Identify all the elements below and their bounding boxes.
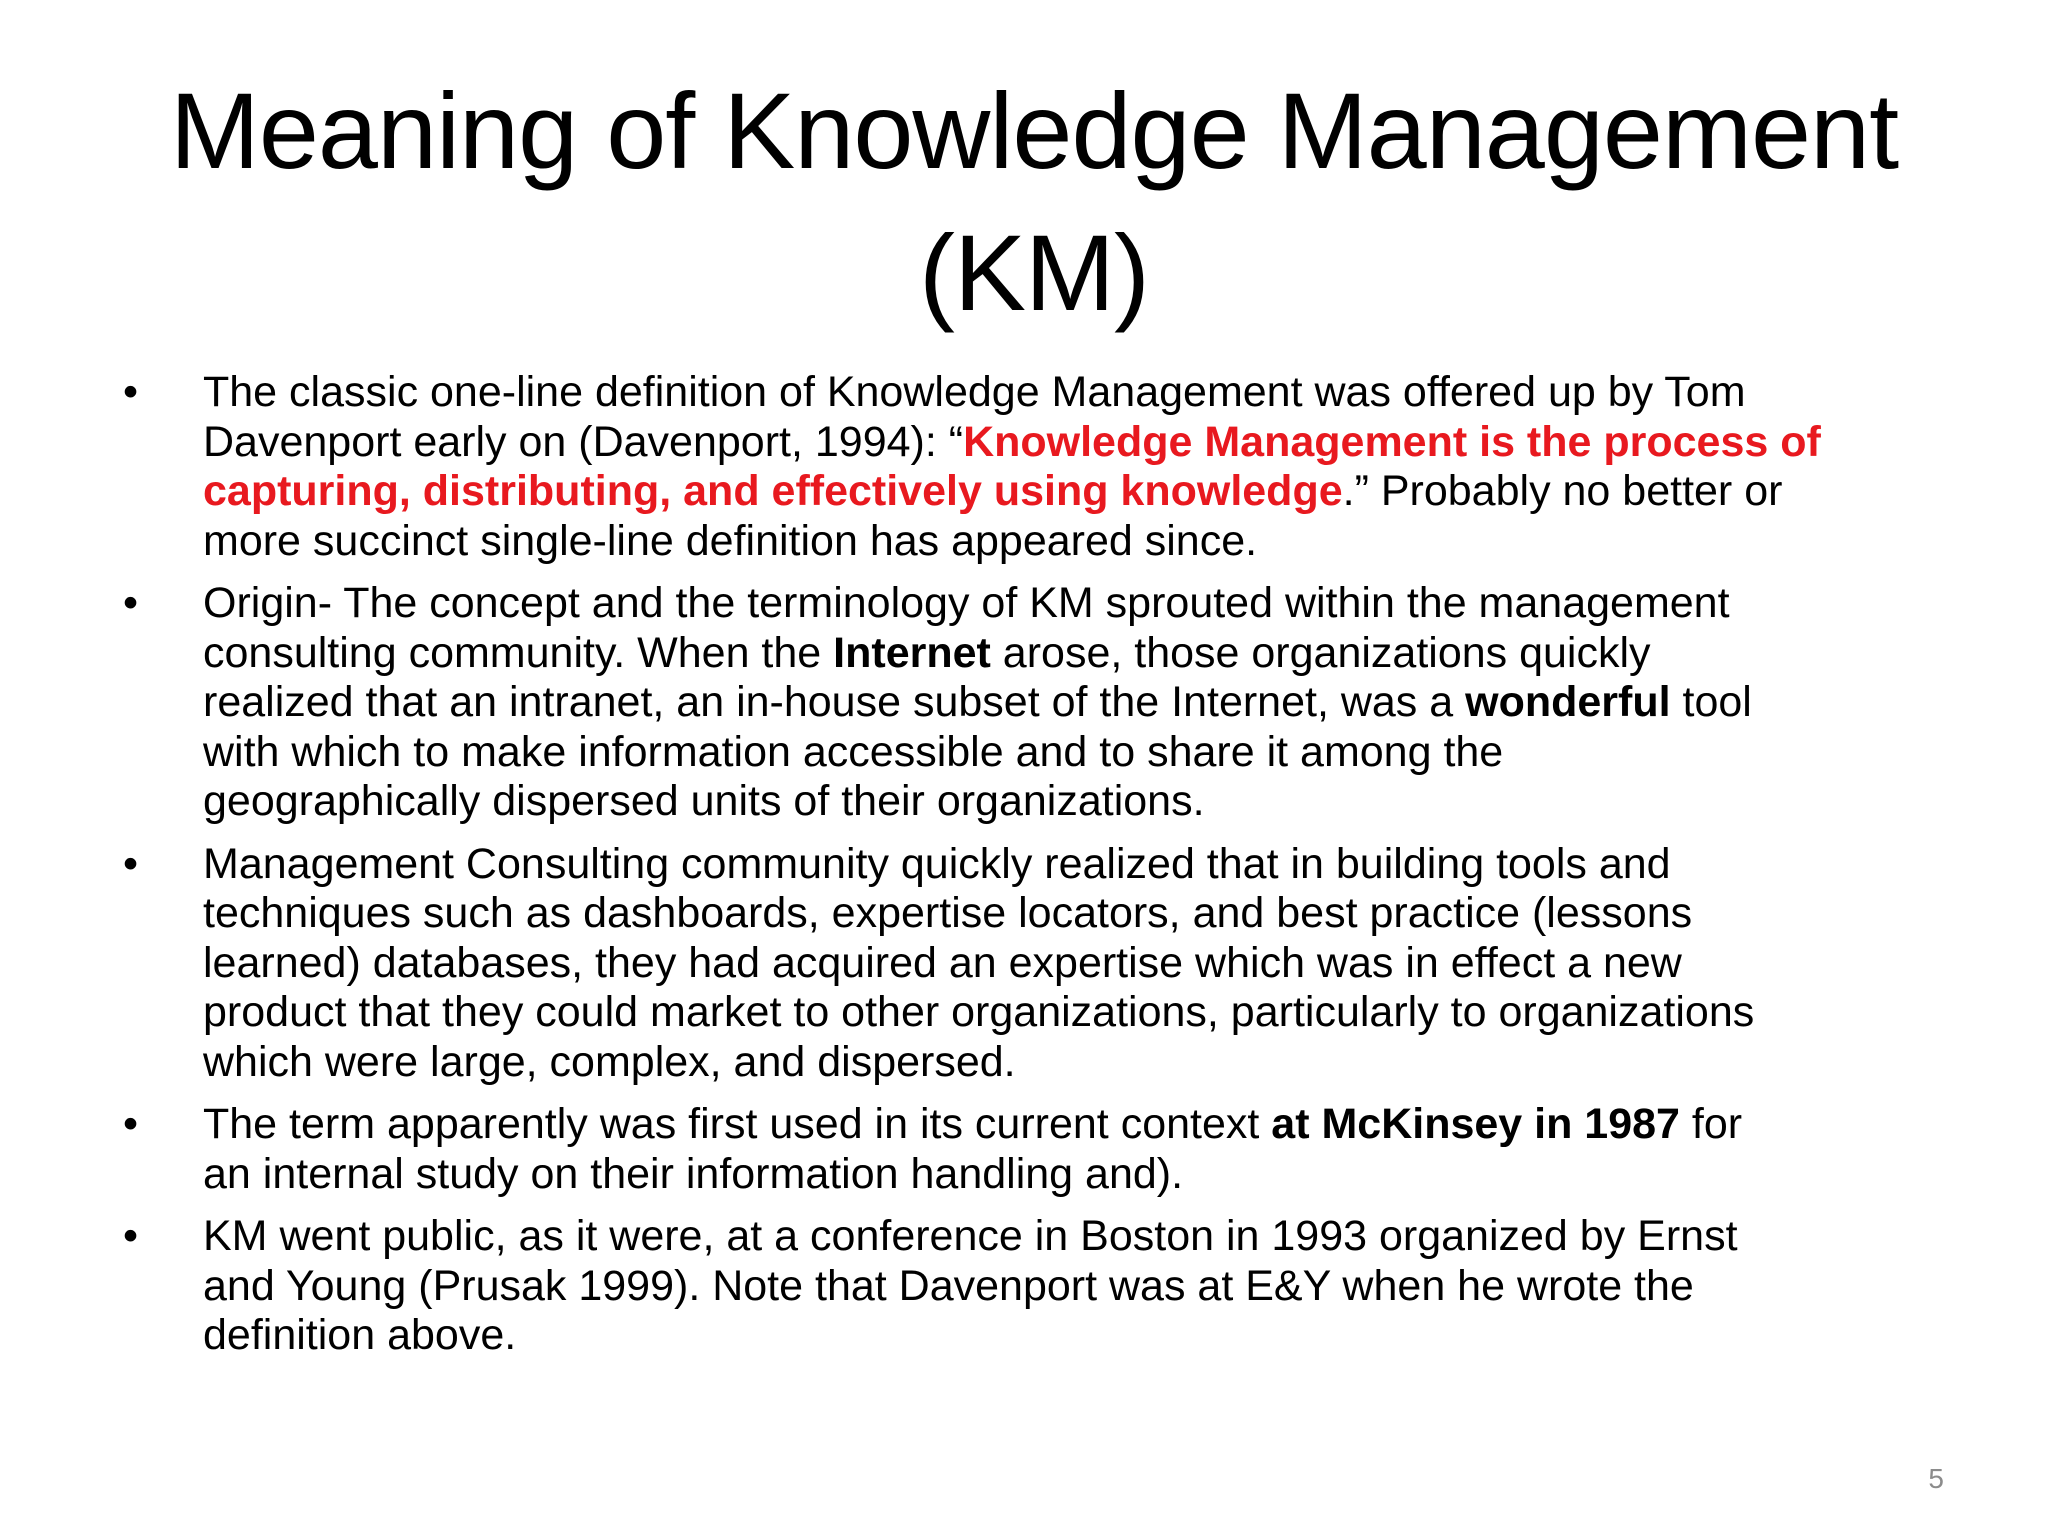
bullet-item-mckinsey xyxy=(110,1100,1980,1199)
text-line xyxy=(203,889,1980,939)
text-line xyxy=(203,728,1980,778)
text-run: .” Probably no better or xyxy=(1342,467,1783,515)
text-run: The classic one-line definition of Knowledge Management was offered up by Tom xyxy=(203,368,1746,416)
bullet-text xyxy=(203,579,1980,827)
text-run: The term apparently was first used in its current context xyxy=(203,1100,1272,1148)
bullet-dot-icon: • xyxy=(123,1100,139,1148)
text-run: KM went public, as it were, at a conference in Boston in 1993 organized by Ernst xyxy=(203,1212,1738,1260)
text-line xyxy=(203,418,1980,468)
bold-term-internet: Internet xyxy=(833,628,991,677)
text-run: an internal study on their information handling and). xyxy=(203,1149,1184,1198)
text-line xyxy=(203,1150,1980,1200)
bullet-item-origin xyxy=(110,579,1980,827)
bullet-list xyxy=(110,368,1980,1374)
text-run: geographically dispersed units of their organizations. xyxy=(203,777,1205,825)
text-run: more succinct single-line definition has appeared since. xyxy=(203,516,1258,565)
text-line xyxy=(203,1262,1980,1312)
bullet-item-km-public xyxy=(110,1212,1980,1361)
text-run: with which to make information accessible and to share it among the xyxy=(203,727,1504,776)
bullet-text xyxy=(203,1100,1980,1199)
slide-title-line-1: Meaning of Knowledge Management xyxy=(169,70,1899,191)
text-run: arose, those organizations quickly xyxy=(990,628,1651,677)
bullet-dot-icon: • xyxy=(123,579,139,627)
bullet-dot-icon: • xyxy=(123,1212,139,1260)
bullet-text xyxy=(203,368,1980,566)
text-run: consulting community. When the xyxy=(203,628,834,677)
text-line xyxy=(203,1100,1980,1150)
bullet-item-definition xyxy=(110,368,1980,566)
page-number: 5 xyxy=(1928,1463,1944,1494)
text-line xyxy=(203,1038,1980,1088)
text-run: and Young (Prusak 1999). Note that Davenport was at E&Y when he wrote the xyxy=(203,1261,1694,1310)
text-line xyxy=(203,579,1980,629)
text-run: tool xyxy=(1670,678,1752,726)
bold-term-wonderful: wonderful xyxy=(1465,678,1671,726)
text-run: definition above. xyxy=(203,1311,517,1359)
bullet-text xyxy=(203,840,1980,1088)
text-line xyxy=(203,840,1980,890)
bullet-dot-icon: • xyxy=(123,839,139,888)
bullet-text xyxy=(203,1212,1980,1361)
text-run: which were large, complex, and dispersed. xyxy=(203,1037,1016,1086)
highlighted-definition: capturing, distributing, and effectively using knowledge xyxy=(203,467,1343,515)
text-line xyxy=(203,678,1980,728)
text-line xyxy=(203,467,1980,517)
text-line xyxy=(203,1212,1980,1262)
text-run: techniques such as dashboards, expertise locators, and best practice (lessons xyxy=(203,889,1693,937)
text-run: for xyxy=(1679,1100,1743,1148)
text-line xyxy=(203,988,1980,1038)
bullet-dot-icon: • xyxy=(123,368,139,416)
text-run: Davenport early on (Davenport, 1994): “ xyxy=(203,417,964,466)
text-line xyxy=(203,629,1980,679)
highlighted-definition: Knowledge Management is the process of xyxy=(963,417,1821,466)
text-line xyxy=(203,517,1980,567)
slide-title-line-2: (KM) xyxy=(919,212,1149,333)
text-run: realized that an intranet, an in-house subset of the Internet, was a xyxy=(203,678,1466,726)
text-line xyxy=(203,1311,1980,1361)
bold-term-mckinsey: at McKinsey in 1987 xyxy=(1271,1100,1680,1148)
text-run: product that they could market to other organizations, particularly to organizations xyxy=(203,988,1755,1036)
bullet-item-consulting xyxy=(110,840,1980,1088)
text-line xyxy=(203,939,1980,989)
text-line xyxy=(203,777,1980,827)
text-line xyxy=(203,368,1980,418)
text-run: Management Consulting community quickly realized that in building tools and xyxy=(203,839,1671,888)
slide-title xyxy=(140,60,1928,344)
text-run: Origin- The concept and the terminology of KM sprouted within the management xyxy=(203,579,1730,627)
text-run: learned) databases, they had acquired an expertise which was in effect a new xyxy=(203,938,1682,987)
